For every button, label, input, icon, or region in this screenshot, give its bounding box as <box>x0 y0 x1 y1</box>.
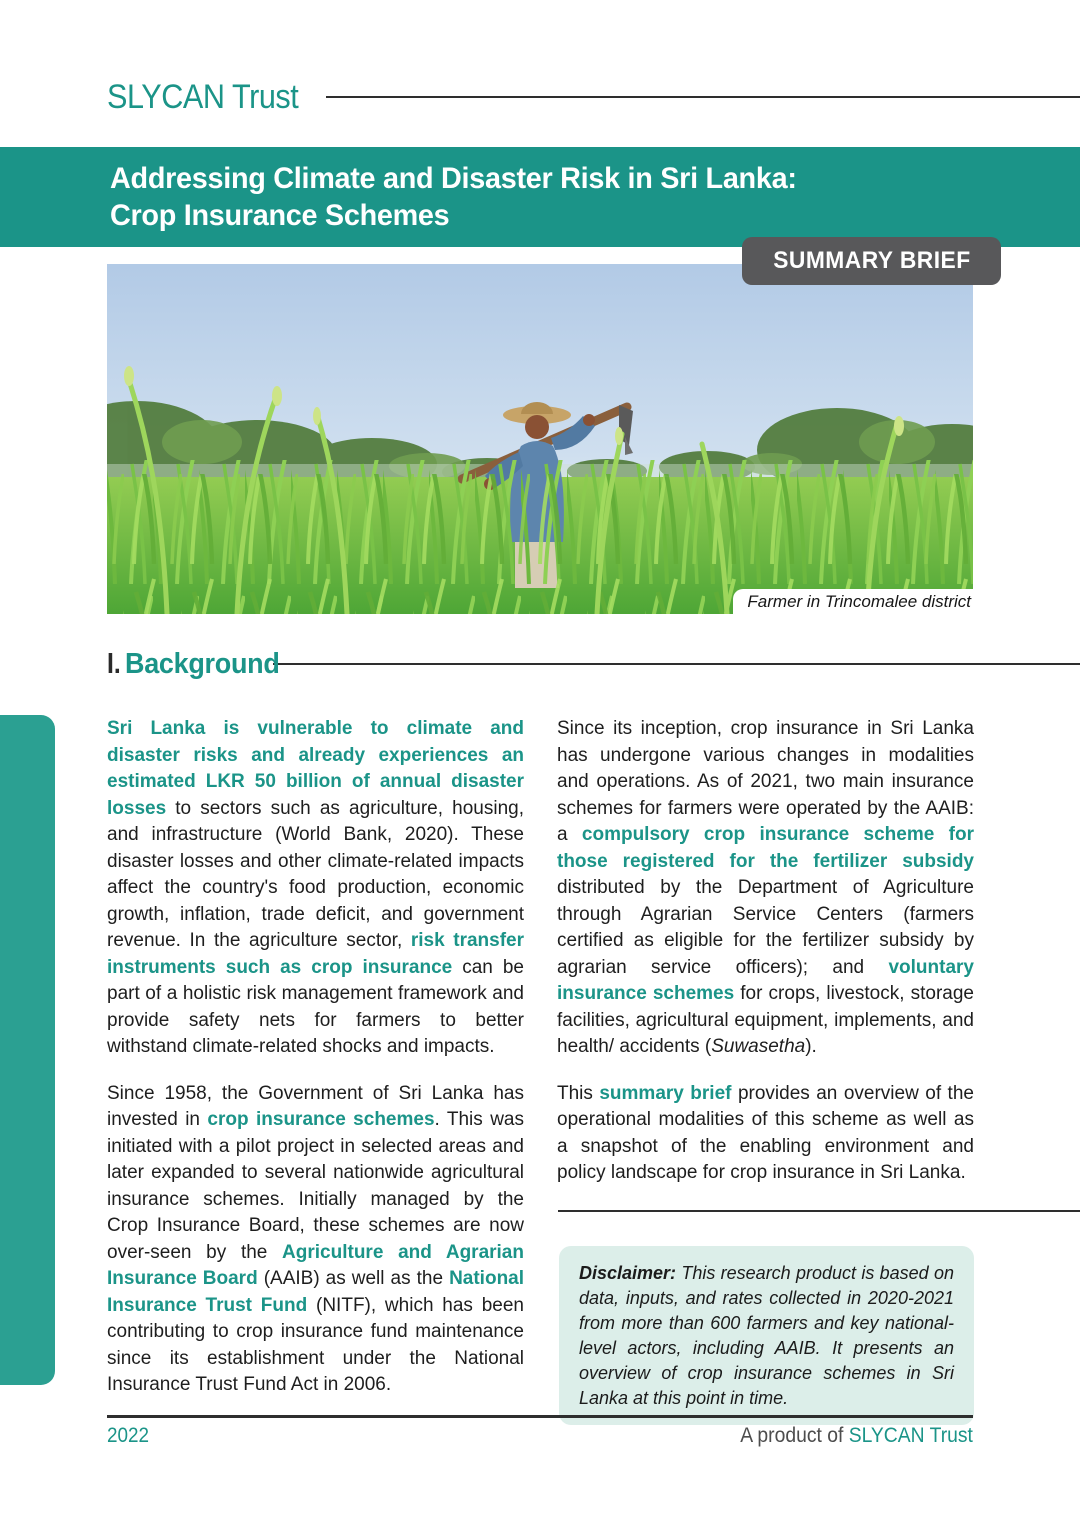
footer-credit-brand: SLYCAN Trust <box>848 1424 973 1447</box>
body-column-right <box>557 716 974 1207</box>
section-heading-background <box>107 644 1080 684</box>
footer-divider-line <box>107 1415 973 1418</box>
photo-caption: Farmer in Trincomalee district <box>733 589 973 614</box>
paragraph: Since 1958, the Government of Sri Lanka has invested in crop insurance schemes. This was initiated with a pilot project in selected areas and later expanded to several nationwide agricultural insurance schemes. Initially managed by the Crop Insurance Board, these schemes are now over-seen by the Agriculture and Agrarian Insurance Board (AAIB) as well as the National Insurance Trust Fund (NITF), which has been contributing to crop insurance fund maintenance since its establishment under the National Insurance Trust Fund Act in 2006. <box>107 1082 525 1395</box>
page-title-line1: Addressing Climate and Disaster Risk in Sri Lanka: <box>110 162 797 195</box>
section-divider-line <box>273 663 1080 665</box>
paragraph: Since its inception, crop insurance in Sri Lanka has undergone various changes in modalities and operations. As of 2021, two main insurance schemes for farmers were operated by the AAIB: a compulsory crop insurance scheme for those registered for the fertilizer subsidy distributed by the Department of Agriculture through Agrarian Service Centers (farmers certified as eligible for the fertilizer subsidy by agrarian service officers); and voluntary insurance schemes for crops, livestock, storage facilities, agricultural equipment, implements, and health/ accidents (Suwasetha). <box>557 718 974 1057</box>
header-divider-line <box>326 96 1080 98</box>
footer-credit-prefix: A product of <box>740 1424 849 1447</box>
body-column-left <box>107 716 524 1419</box>
section-number: I. <box>107 647 121 680</box>
summary-brief-badge <box>742 237 1001 285</box>
disclaimer-divider-line <box>558 1210 1080 1212</box>
farmer-field-photo <box>107 264 973 614</box>
farmer-field-illustration <box>107 264 973 614</box>
footer-credit <box>740 1424 973 1448</box>
section-title: Background <box>125 647 280 680</box>
left-accent-bar <box>0 715 55 1385</box>
footer <box>107 1424 973 1448</box>
brand-logo-text: SLYCAN Trust <box>107 77 299 116</box>
page-title-line2: Crop Insurance Schemes <box>110 199 450 232</box>
header <box>107 74 1080 120</box>
summary-brief-badge-label: SUMMARY BRIEF <box>772 247 971 274</box>
title-banner-inner <box>0 147 1080 234</box>
title-banner <box>0 147 1080 247</box>
paragraph: This summary brief provides an overview of the operational modalities of this scheme as well as a snapshot of the enabling environment and policy landscape for crop insurance in Sri Lanka. <box>557 1082 974 1183</box>
footer-year: 2022 <box>107 1424 150 1447</box>
paragraph: Sri Lanka is vulnerable to climate and disaster risks and already experiences an estimated LKR 50 billion of annual disaster losses to sectors such as agriculture, housing, and infrastructure (World Bank, 2020). These disaster losses and other climate-related impacts affect the country's food production, economic growth, inflation, trade deficit, and government revenue. In the agriculture sector, risk transfer instruments such as crop insurance can be part of a holistic risk management framework and provide safety nets for farmers to better withstand climate-related shocks and impacts. <box>107 718 524 1057</box>
disclaimer-box: Disclaimer: This research product is based on data, inputs, and rates collected in 2020-2021 from more than 600 farmers and key national-level actors, including AAIB. It presents an overview of crop insurance schemes in Sri Lanka at this point in time. <box>559 1246 974 1425</box>
